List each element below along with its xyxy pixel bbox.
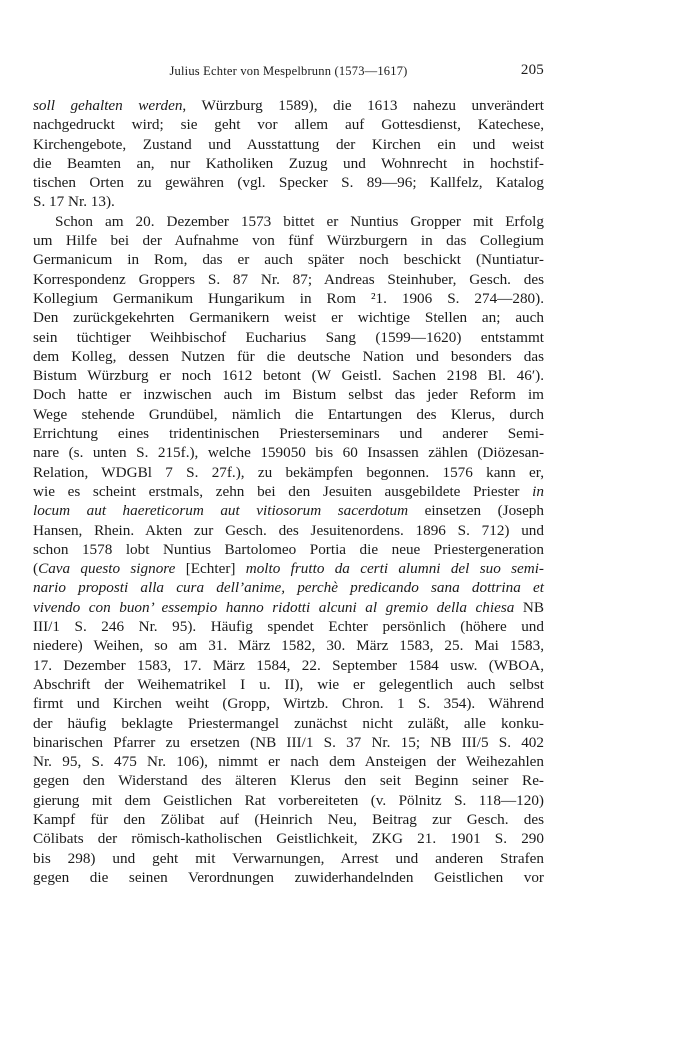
- text-run: binarischen Pfarrer zu ersetzen (NB III/1 S. 37 Nr. 15; NB III/5 S. 402: [33, 733, 544, 751]
- text-run: Nr. 95, S. 475 Nr. 106), nimmt er nach dem Ansteigen der Weihezahlen: [33, 753, 544, 771]
- text-line: [33, 714, 544, 733]
- text-line: [33, 250, 544, 269]
- text-run: Germanicum in Rom, das er auch später noch beschickt (Nuntiatur-: [33, 251, 544, 269]
- book-page: [33, 62, 544, 887]
- text-line: [33, 308, 544, 327]
- text-run: der häufig beklagte Priestermangel zunächst nicht zuläßt, alle konku-: [33, 714, 544, 732]
- text-run: Errichtung eines tridentinischen Priesterseminars und anderer Semi-: [33, 425, 544, 443]
- text-line: [33, 328, 544, 347]
- text-run: Korrespondenz Groppers S. 87 Nr. 87; Andreas Steinhuber, Gesch. des: [33, 270, 544, 288]
- text-line: [33, 347, 544, 366]
- text-line: [33, 96, 544, 115]
- text-run: Schon am 20. Dezember 1573 bittet er Nuntius Gropper mit Erfolg: [55, 212, 544, 230]
- text-run: firmt und Kirchen weiht (Gropp, Wirtzb. Chron. 1 S. 354). Während: [33, 695, 544, 713]
- text-line: [33, 617, 544, 636]
- text-run: Kampf für den Zölibat auf (Heinrich Neu, Beitrag zur Gesch. des: [33, 810, 544, 828]
- text-line: [33, 424, 544, 443]
- text-line: [33, 463, 544, 482]
- text-line: [33, 443, 544, 462]
- text-run: Cölibats der römisch-katholischen Geistlichkeit, ZKG 21. 1901 S. 290: [33, 830, 544, 848]
- text-line: [33, 366, 544, 385]
- text-line: [33, 771, 544, 790]
- text-line: [33, 173, 544, 192]
- text-line: [33, 212, 544, 231]
- text-run: einsetzen (Joseph: [408, 502, 544, 520]
- italic-quote: soll gehalten werden: [33, 97, 183, 114]
- italic-quote: molto frutto da certi alumni del suo semi-: [245, 560, 544, 578]
- text-run: [Echter]: [175, 560, 246, 578]
- text-line: [33, 829, 544, 848]
- text-line: [33, 598, 544, 617]
- text-run: bis 298) und geht mit Verwarnungen, Arrest und anderen Strafen: [33, 849, 544, 867]
- text-line: [33, 405, 544, 424]
- text-run: Kirchengebote, Zustand und Ausstattung der Kirchen ein und weist: [33, 135, 544, 153]
- text-line: [33, 385, 544, 404]
- page-header: [33, 62, 544, 84]
- text-run: Doch hatte er inzwischen auch im Bistum selbst das jeder Reform im: [33, 386, 544, 404]
- text-run: Relation, WDGBl 7 S. 27f.), zu bekämpfen begonnen. 1576 kann er,: [33, 463, 544, 481]
- text-line: [33, 192, 544, 211]
- text-run: Abschrift der Weihematrikel I u. II), wie er gelegentlich auch selbst: [33, 675, 544, 693]
- text-line: [33, 791, 544, 810]
- running-title: Julius Echter von Mespelbrunn (1573—1617): [169, 64, 408, 78]
- text-line: [33, 656, 544, 675]
- text-run: gegen die seinen Verordnungen zuwiderhandelnden Geistlichen vor: [33, 868, 544, 886]
- italic-quote: in: [532, 482, 544, 500]
- text-run: dem Kolleg, dessen Nutzen für die deutsche Nation und besonders das: [33, 347, 544, 365]
- text-line: [33, 694, 544, 713]
- text-line: [33, 810, 544, 829]
- text-run: sein tüchtiger Weihbischof Eucharius Sang (1599—1620) entstammt: [33, 328, 544, 346]
- text-run: wie es scheint erstmals, zehn bei den Jesuiten ausgebildete Priester: [33, 482, 533, 500]
- text-run: 17. Dezember 1583, 17. März 1584, 22. September 1584 usw. (WBOA,: [33, 656, 544, 674]
- text-line: [33, 559, 544, 578]
- text-line: [33, 270, 544, 289]
- text-line: [33, 115, 544, 134]
- italic-quote: nario proposti alla cura dell’anime, perchè predicando sana dottrina et: [33, 579, 544, 597]
- italic-quote: Cava questo signore: [38, 560, 176, 578]
- text-run: um Hilfe bei der Aufnahme von fünf Würzburgern in das Collegium: [33, 232, 544, 250]
- text-line: [33, 636, 544, 655]
- text-run: Bistum Würzburg er noch 1612 betont (W Geistl. Sachen 2198 Bl. 46′).: [33, 367, 544, 385]
- text-line: [33, 501, 544, 520]
- text-line: [33, 578, 544, 597]
- text-line: [33, 752, 544, 771]
- text-line: [33, 540, 544, 559]
- text-line: [33, 849, 544, 868]
- body-text: [33, 96, 544, 887]
- text-line: [33, 868, 544, 887]
- text-run: nare (s. unten S. 215f.), welche 159050 bis 60 Insassen zählen (Diözesan-: [33, 444, 544, 462]
- text-run: Hansen, Rhein. Akten zur Gesch. des Jesuitenordens. 1896 S. 712) und: [33, 521, 544, 539]
- text-run: Wege stehende Grundübel, nämlich die Entartungen des Klerus, durch: [33, 405, 544, 423]
- text-run: Den zurückgekehrten Germanikern weist er wichtige Stellen an; auch: [33, 309, 544, 327]
- text-run: schon 1578 lobt Nuntius Bartolomeo Portia die neue Priestergeneration: [33, 540, 544, 558]
- text-run: nachgedruckt wird; sie geht vor allem auf Gottesdienst, Katechese,: [33, 116, 544, 134]
- text-line: [33, 231, 544, 250]
- page-number: 205: [520, 62, 544, 78]
- text-run: Kollegium Germanikum Hungarikum in Rom ²1. 1906 S. 274—280).: [33, 289, 544, 307]
- italic-quote: vivendo con buon’ essempio hanno ridotti alcuni al gremio della chiesa: [33, 598, 515, 616]
- text-line: [33, 154, 544, 173]
- text-run: NB: [514, 598, 544, 616]
- text-run: niedere) Weihen, so am 31. März 1582, 30. März 1583, 25. Mai 1583,: [33, 637, 544, 655]
- text-run: die Beamten an, nur Katholiken Zuzug und Wohnrecht in hochstif-: [33, 154, 544, 172]
- text-run: gegen den Widerstand des älteren Klerus den seit Beginn seiner Re-: [33, 772, 544, 790]
- text-line: [33, 482, 544, 501]
- text-line: [33, 135, 544, 154]
- text-run: tischen Orten zu gewähren (vgl. Specker S. 89—96; Kallfelz, Katalog: [33, 174, 544, 192]
- italic-quote: locum aut haereticorum aut vitiosorum sacerdotum: [33, 502, 409, 520]
- text-run: gierung mit dem Geistlichen Rat vorbereiteten (v. Pölnitz S. 118—120): [33, 791, 544, 809]
- text-run: (: [33, 560, 39, 578]
- text-run: S. 17 Nr. 13).: [33, 193, 115, 211]
- text-run: , Würzburg 1589), die 1613 nahezu unverändert: [182, 97, 544, 114]
- text-line: [33, 289, 544, 308]
- text-line: [33, 521, 544, 540]
- text-line: [33, 733, 544, 752]
- text-line: [33, 675, 544, 694]
- text-run: III/1 S. 246 Nr. 95). Häufig spendet Echter persönlich (höhere und: [33, 618, 544, 636]
